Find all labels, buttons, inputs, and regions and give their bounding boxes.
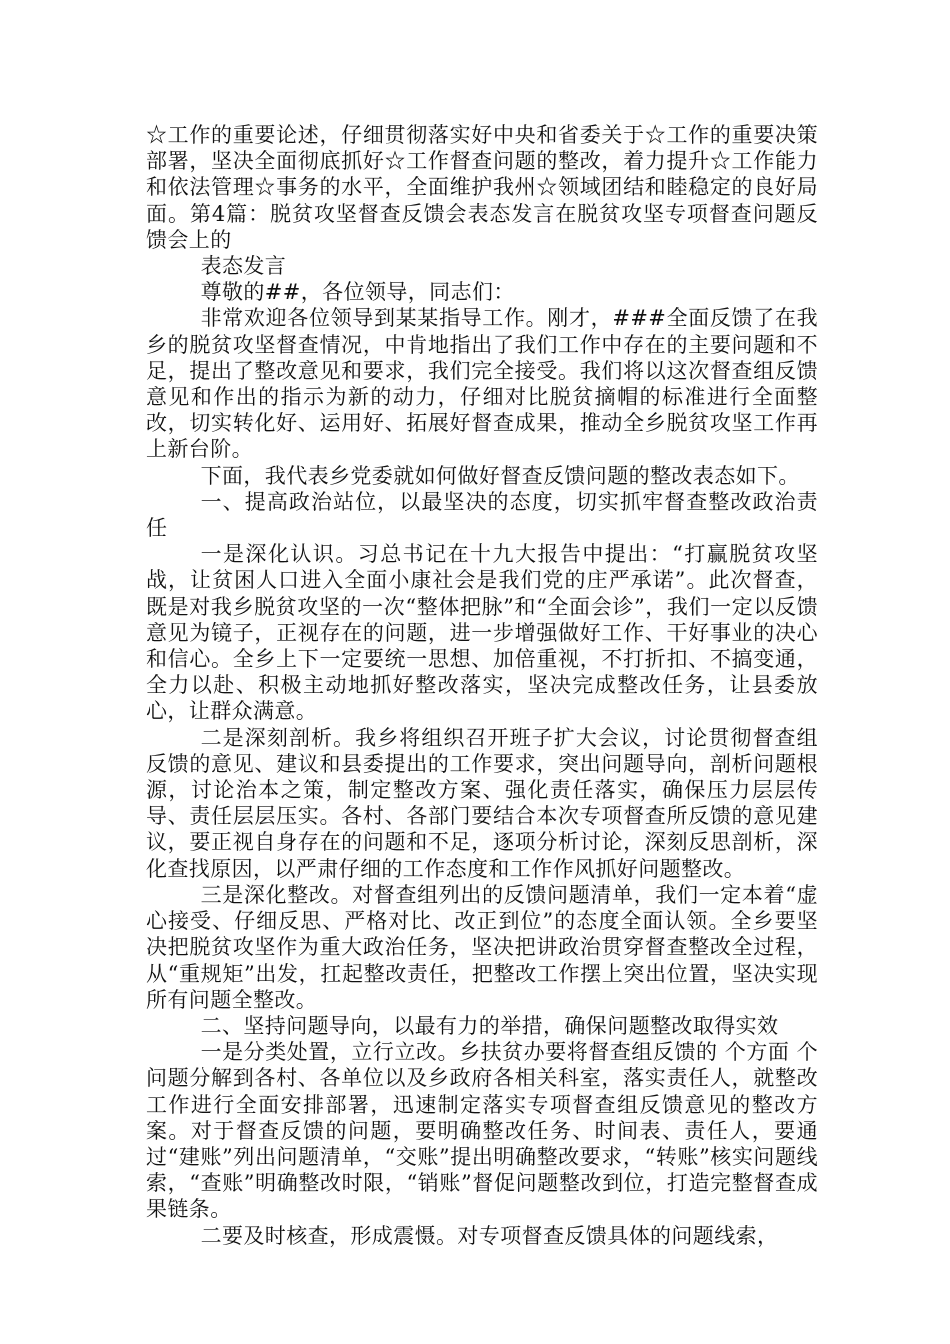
section-heading: 一、提高政治站位，以最坚决的态度，切实抓牢督查整改政治责任 [146, 489, 818, 541]
document-page [146, 122, 818, 1249]
paragraph: 尊敬的##，各位领导，同志们： [200, 280, 515, 305]
paragraph: 三是深化整改。对督查组列出的反馈问题清单，我们一定本着“虚心接受、仔细反思、严格对比、改正到位”的态度全面认领。全乡要坚决把脱贫攻坚作为重大政治任务，坚决把讲政治贯穿督查整改全过程，从“重规矩”出发，扛起整改责任，把整改工作摆上突出位置，坚决实现所有问题全整改。 [146, 882, 818, 1012]
paragraph: ☆工作的重要论述，仔细贯彻落实好中央和省委关于☆工作的重要决策部署，坚决全面彻底抓好☆工作督查问题的整改，着力提升☆工作能力和依法管理☆事务的水平，全面维护我州☆领域团结和睦稳定的良好局面。第4篇：脱贫攻坚督查反馈会表态发言在脱贫攻坚专项督查问题反馈会上的 [146, 123, 818, 252]
paragraph: 二要及时核查，形成震慑。对专项督查反馈具体的问题线索， [200, 1223, 779, 1248]
section-heading: 二、坚持问题导向，以最有力的举措，确保问题整改取得实效 [200, 1013, 779, 1038]
paragraph: 二是深刻剖析。我乡将组织召开班子扩大会议，讨论贯彻督查组反馈的意见、建议和县委提出的工作要求，突出问题导向，剖析问题根源，讨论治本之策，制定整改方案、强化责任落实，确保压力层层传导、责任层层压实。各村、各部门要结合本次专项督查所反馈的意见建议，要正视自身存在的问题和不足，逐项分析讨论，深刻反思剖析，深化查找原因，以严肃仔细的工作态度和工作作风抓好问题整改。 [146, 725, 818, 881]
paragraph: 一是深化认识。习总书记在十九大报告中提出：“打赢脱贫攻坚战，让贫困人口进入全面小康社会是我们党的庄严承诺”。此次督查，既是对我乡脱贫攻坚的一次“整体把脉”和“全面会诊”，我们一定以反馈意见为镜子，正视存在的问题，进一步增强做好工作、干好事业的决心和信心。全乡上下一定要统一思想、加倍重视，不打折扣、不搞变通，全力以赴、积极主动地抓好整改落实，坚决完成整改任务，让县委放心，让群众满意。 [146, 542, 818, 724]
paragraph: 一是分类处置，立行立改。乡扶贫办要将督查组反馈的 个方面 个问题分解到各村、各单位以及乡政府各相关科室，落实责任人，就整改工作进行全面安排部署，迅速制定落实专项督查组反馈意见的整改方案。对于督查反馈的问题，要明确整改任务、时间表、责任人，要通过“建账”列出问题清单，“交账”提出明确整改要求，“转账”核实问题线索，“查账”明确整改时限，“销账”督促问题整改到位，打造完整督查成果链条。 [146, 1040, 818, 1222]
paragraph: 表态发言 [200, 254, 287, 279]
paragraph: 非常欢迎各位领导到某某指导工作。刚才，###全面反馈了在我乡的脱贫攻坚督查情况，中肯地指出了我们工作中存在的主要问题和不足，提出了整改意见和要求，我们完全接受。我们将以这次督查组反馈意见和作出的指示为新的动力，仔细对比脱贫摘帽的标准进行全面整改，切实转化好、运用好、拓展好督查成果，推动全乡脱贫攻坚工作再上新台阶。 [146, 306, 818, 462]
paragraph: 下面，我代表乡党委就如何做好督查反馈问题的整改表态如下。 [200, 463, 800, 488]
